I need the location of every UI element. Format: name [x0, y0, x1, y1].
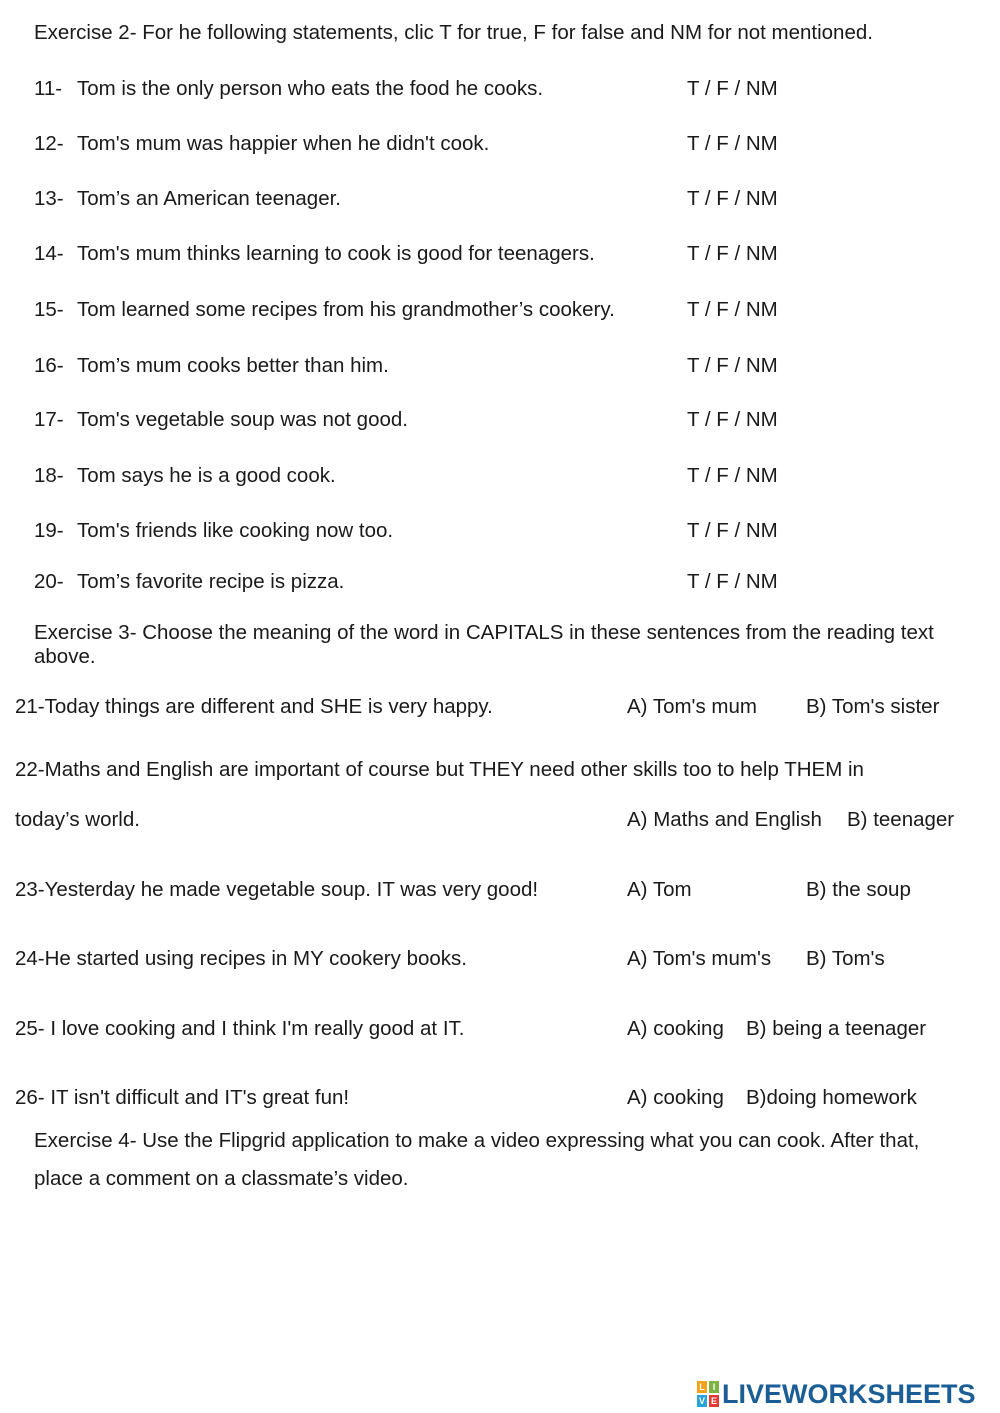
- statement-number: 13-: [34, 187, 64, 210]
- question-text: 23-Yesterday he made vegetable soup. IT was very good!: [15, 878, 539, 901]
- tf-nm-options[interactable]: T / F / NM: [687, 242, 778, 265]
- exercise-4-line-2: place a comment on a classmate’s video.: [34, 1167, 409, 1190]
- logo-cell: V: [698, 1396, 705, 1406]
- exercise-2-instructions: Exercise 2- For he following statements, clic T for true, F for false and NM for not mentioned.: [34, 21, 873, 44]
- statement-number: 12-: [34, 132, 64, 155]
- option-a[interactable]: A) cooking: [627, 1017, 724, 1040]
- logo-cell: L: [697, 1381, 707, 1393]
- statement-text: Tom's friends like cooking now too.: [77, 519, 394, 542]
- statement-text: Tom's mum was happier when he didn't cook.: [77, 132, 490, 155]
- exercise-4-line-1: Exercise 4- Use the Flipgrid application to make a video expressing what you can cook. After that,: [34, 1129, 920, 1152]
- statement-number: 14-: [34, 242, 64, 265]
- option-a[interactable]: A) cooking: [627, 1086, 724, 1109]
- option-b[interactable]: B) the soup: [806, 878, 911, 901]
- question-text-line-2: today’s world.: [15, 808, 140, 831]
- logo-cell: E: [710, 1396, 717, 1406]
- tf-nm-options[interactable]: T / F / NM: [687, 132, 778, 155]
- statement-text: Tom’s favorite recipe is pizza.: [77, 570, 345, 593]
- statement-number: 19-: [34, 519, 64, 542]
- statement-text: Tom’s mum cooks better than him.: [77, 354, 389, 377]
- question-text: 24-He started using recipes in MY cookery books.: [15, 947, 467, 970]
- statement-text: Tom says he is a good cook.: [77, 464, 336, 487]
- question-text: 26- IT isn't difficult and IT's great fun!: [15, 1086, 350, 1109]
- option-b[interactable]: B) Tom's: [806, 947, 885, 970]
- tf-nm-options[interactable]: T / F / NM: [687, 519, 778, 542]
- tf-nm-options[interactable]: T / F / NM: [687, 464, 778, 487]
- statement-text: Tom’s an American teenager.: [77, 187, 341, 210]
- statement-number: 18-: [34, 464, 64, 487]
- option-b[interactable]: B) Tom's sister: [806, 695, 940, 718]
- statement-number: 15-: [34, 298, 64, 321]
- statement-number: 16-: [34, 354, 64, 377]
- statement-text: Tom's mum thinks learning to cook is good for teenagers.: [77, 242, 595, 265]
- tf-nm-options[interactable]: T / F / NM: [687, 570, 778, 593]
- tf-nm-options[interactable]: T / F / NM: [687, 408, 778, 431]
- exercise-3-instructions: Exercise 3- Choose the meaning of the word in CAPITALS in these sentences from the reading text above.: [34, 621, 934, 668]
- statement-text: Tom learned some recipes from his grandmother’s cookery.: [77, 298, 615, 321]
- tf-nm-options[interactable]: T / F / NM: [687, 354, 778, 377]
- option-b[interactable]: B) being a teenager: [746, 1017, 927, 1040]
- question-text-line-1: 22-Maths and English are important of course but THEY need other skills too to help THEM in: [15, 758, 864, 781]
- logo-mark-icon: [697, 1381, 719, 1407]
- option-a[interactable]: A) Tom's mum's: [627, 947, 772, 970]
- option-b[interactable]: B)doing homework: [746, 1086, 917, 1109]
- question-text: 21-Today things are different and SHE is very happy.: [15, 695, 493, 718]
- option-a[interactable]: A) Maths and English: [627, 808, 822, 831]
- statement-number: 17-: [34, 408, 64, 431]
- option-b[interactable]: B) teenager: [847, 808, 955, 831]
- tf-nm-options[interactable]: T / F / NM: [687, 298, 778, 321]
- question-text: 25- I love cooking and I think I'm really good at IT.: [15, 1017, 465, 1040]
- tf-nm-options[interactable]: T / F / NM: [687, 187, 778, 210]
- statement-number: 11-: [34, 77, 63, 100]
- statement-number: 20-: [34, 570, 64, 593]
- logo-text: LIVEWORKSHEETS: [722, 1378, 976, 1409]
- option-a[interactable]: A) Tom: [627, 878, 692, 901]
- tf-nm-options[interactable]: T / F / NM: [687, 77, 778, 100]
- option-a[interactable]: A) Tom's mum: [627, 695, 757, 718]
- statement-text: Tom's vegetable soup was not good.: [77, 408, 408, 431]
- liveworksheets-logo: [697, 1379, 976, 1409]
- statement-text: Tom is the only person who eats the food he cooks.: [77, 77, 544, 100]
- logo-cell: I: [709, 1381, 719, 1393]
